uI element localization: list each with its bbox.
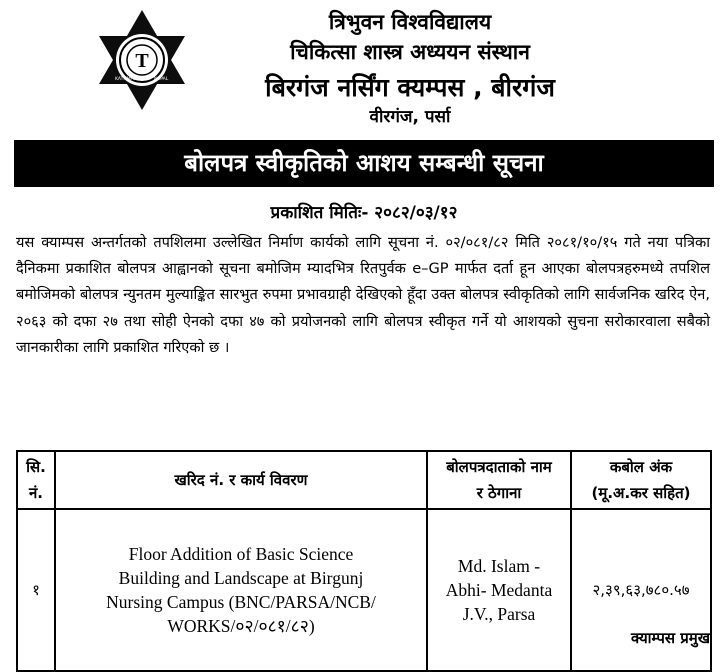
campus-name: बिरगंज नर्सिंग क्यम्पस , बीरगंज: [265, 73, 555, 102]
cell-bidder: [427, 509, 571, 671]
table-header-row: [17, 451, 711, 509]
bid-table: [16, 450, 712, 672]
header-sn-line1: सि.: [26, 458, 46, 476]
cell-work: [55, 509, 427, 671]
notice-title: बोलपत्र स्वीकृतिको आशय सम्बन्धी सूचना: [14, 140, 714, 187]
header-work: खरिद नं. र कार्य विवरण: [55, 451, 427, 509]
cell-amount: २,३९,६३,७८०.५७: [571, 509, 711, 671]
header-sn: [17, 451, 55, 509]
header-bidder-line2: र ठेगाना: [476, 484, 522, 502]
work-line-3: Nursing Campus (BNC/PARSA/NCB/: [106, 592, 376, 612]
bidder-line-3: J.V., Parsa: [462, 604, 536, 624]
header-amount: [571, 451, 711, 509]
table-row: [17, 509, 711, 671]
work-line-2: Building and Landscape at Birgunj: [118, 568, 364, 588]
header-amount-line2: (मू.अ.कर सहित): [591, 484, 691, 502]
cell-sn: १: [17, 509, 55, 671]
logo-text-right: NEPAL: [154, 77, 169, 82]
header-bidder-line1: बोलपत्रदाताको नाम: [446, 458, 552, 476]
header-amount-line1: कबोल अंक: [609, 458, 673, 476]
work-line-1: Floor Addition of Basic Science: [128, 544, 354, 564]
bidder-line-2: Abhi- Medanta: [445, 580, 553, 600]
logo-text-left: KATHMANDU: [115, 77, 144, 82]
header-sn-line2: नं.: [28, 484, 44, 502]
header-bidder: [427, 451, 571, 509]
signature-label: क्याम्पस प्रमुख: [630, 629, 710, 647]
published-date: प्रकाशित मितिः- २०८२/०३/१२: [270, 203, 458, 223]
bidder-line-1: Md. Islam -: [457, 556, 541, 576]
university-name: त्रिभुवन विश्वविद्यालय: [328, 10, 492, 34]
university-logo: [88, 6, 196, 114]
campus-location: वीरगंज, पर्सा: [369, 107, 451, 127]
logo-letter: T: [135, 50, 149, 72]
work-line-4: WORKS/०२/०८१/८२): [167, 616, 315, 636]
institute-name: चिकित्सा शास्त्र अध्ययन संस्थान: [290, 40, 530, 64]
notice-body: यस क्याम्पस अन्तर्गतको तपशिलमा उल्लेखित निर्माण कार्यको लागि सूचना नं. ०२/०८१/८२ मिति २०८१/१०/१५ गते नया पत्रिका दैनिकमा प्रकाशित बोलपत्र आह्वानको सूचना बमोजिम म्यादभित्र रितपुर्वक e–GP मार्फत दर्ता हून आएका बोलपत्रहरुमध्ये तपशिल बमोजिमको बोलपत्र न्युनतम मुल्याङ्कित सारभुत रुपमा प्रभावग्राही देखिएको हूँदा उक्त बोलपत्र स्वीकृतिको लागि सार्वजनिक खरिद ऐन, २०६३ को दफा २७ तथा सोही ऐनको दफा ४७ को प्रयोजनको लागि बोलपत्र स्वीकृत गर्ने यो आशयको सुचना सरोकारवाला सबैको जानकारीका लागि प्रकाशित गरिएको छ ।: [16, 234, 710, 356]
